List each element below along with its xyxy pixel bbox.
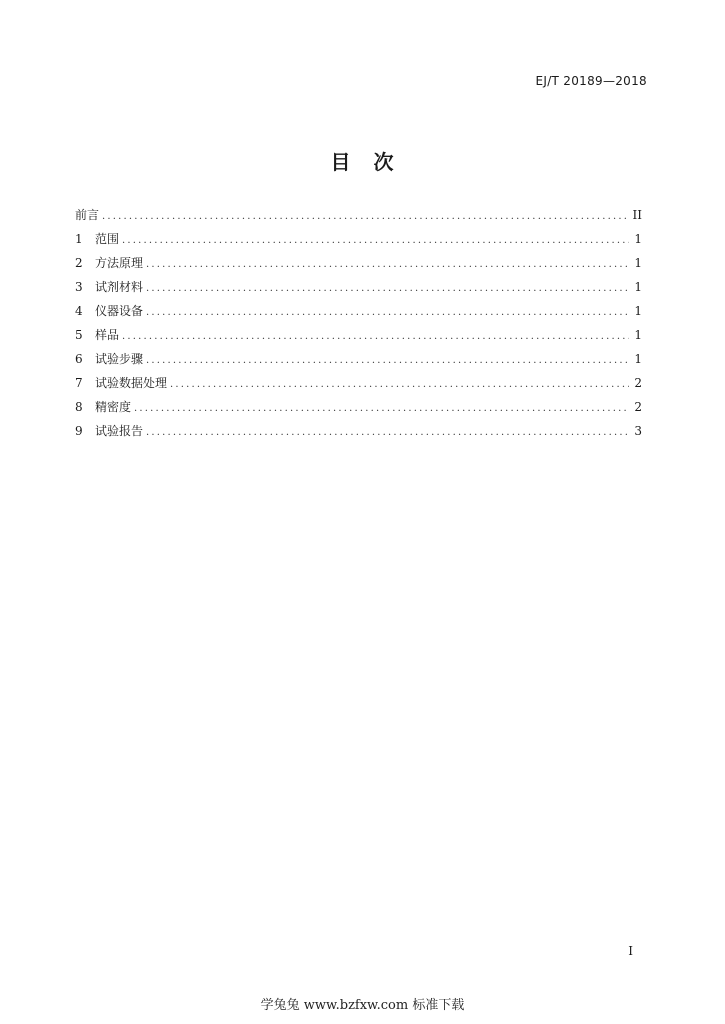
toc-item-data-processing[interactable] xyxy=(75,374,642,398)
toc-item-page: 1 xyxy=(634,232,642,246)
toc-item-page: 3 xyxy=(634,424,642,438)
toc-leader-dots xyxy=(102,211,629,222)
toc-item-principle[interactable] xyxy=(75,254,642,278)
toc-item-number: 3 xyxy=(75,280,83,294)
standard-code: EJ/T 20189—2018 xyxy=(535,74,647,88)
toc-item-page: 1 xyxy=(634,328,642,342)
toc-item-page: 1 xyxy=(634,256,642,270)
toc-leader-dots xyxy=(134,403,629,414)
page-title xyxy=(0,146,725,175)
toc-leader-dots xyxy=(122,235,629,246)
toc-leader-dots xyxy=(146,307,629,318)
toc-item-number: 6 xyxy=(75,352,83,366)
toc-item-apparatus[interactable] xyxy=(75,302,642,326)
toc-item-number: 9 xyxy=(75,424,83,438)
toc-item-number: 7 xyxy=(75,376,83,390)
page-number: I xyxy=(628,944,633,958)
toc-item-number: 2 xyxy=(75,256,83,270)
toc-item-procedure[interactable] xyxy=(75,350,642,374)
toc-leader-dots xyxy=(146,355,629,366)
toc-item-label: 精密度 xyxy=(95,400,132,414)
footer-watermark: 学兔兔 www.bzfxw.com 标准下载 xyxy=(260,998,465,1013)
toc-item-number: 5 xyxy=(75,328,83,342)
toc-leader-dots xyxy=(146,259,629,270)
toc-item-label: 范围 xyxy=(95,232,120,246)
toc-item-number: 4 xyxy=(75,304,83,318)
toc-item-label: 试验报告 xyxy=(95,424,144,438)
toc-item-page: 1 xyxy=(634,280,642,294)
title-char-2: 次 xyxy=(373,150,395,174)
table-of-contents xyxy=(75,206,642,446)
toc-item-label: 方法原理 xyxy=(95,256,144,270)
toc-leader-dots xyxy=(146,283,629,294)
title-char-1: 目 xyxy=(330,150,352,174)
toc-item-page: 2 xyxy=(634,400,642,414)
toc-item-reagents[interactable] xyxy=(75,278,642,302)
toc-item-label: 试验数据处理 xyxy=(95,376,168,390)
toc-item-precision[interactable] xyxy=(75,398,642,422)
toc-item-test-report[interactable] xyxy=(75,422,642,446)
toc-leader-dots xyxy=(170,379,629,390)
toc-item-page: 2 xyxy=(634,376,642,390)
toc-item-number: 1 xyxy=(75,232,83,246)
toc-item-label: 样品 xyxy=(95,328,120,342)
toc-item-label: 试剂材料 xyxy=(95,280,144,294)
toc-item-foreword[interactable] xyxy=(75,206,642,230)
toc-item-label: 前言 xyxy=(75,208,100,222)
toc-item-scope[interactable] xyxy=(75,230,642,254)
toc-item-page: 1 xyxy=(634,352,642,366)
toc-leader-dots xyxy=(122,331,629,342)
toc-leader-dots xyxy=(146,427,629,438)
toc-item-samples[interactable] xyxy=(75,326,642,350)
toc-item-page: 1 xyxy=(634,304,642,318)
toc-item-label: 试验步骤 xyxy=(95,352,144,366)
toc-item-label: 仪器设备 xyxy=(95,304,144,318)
toc-item-number: 8 xyxy=(75,400,83,414)
toc-item-page: II xyxy=(632,208,642,222)
